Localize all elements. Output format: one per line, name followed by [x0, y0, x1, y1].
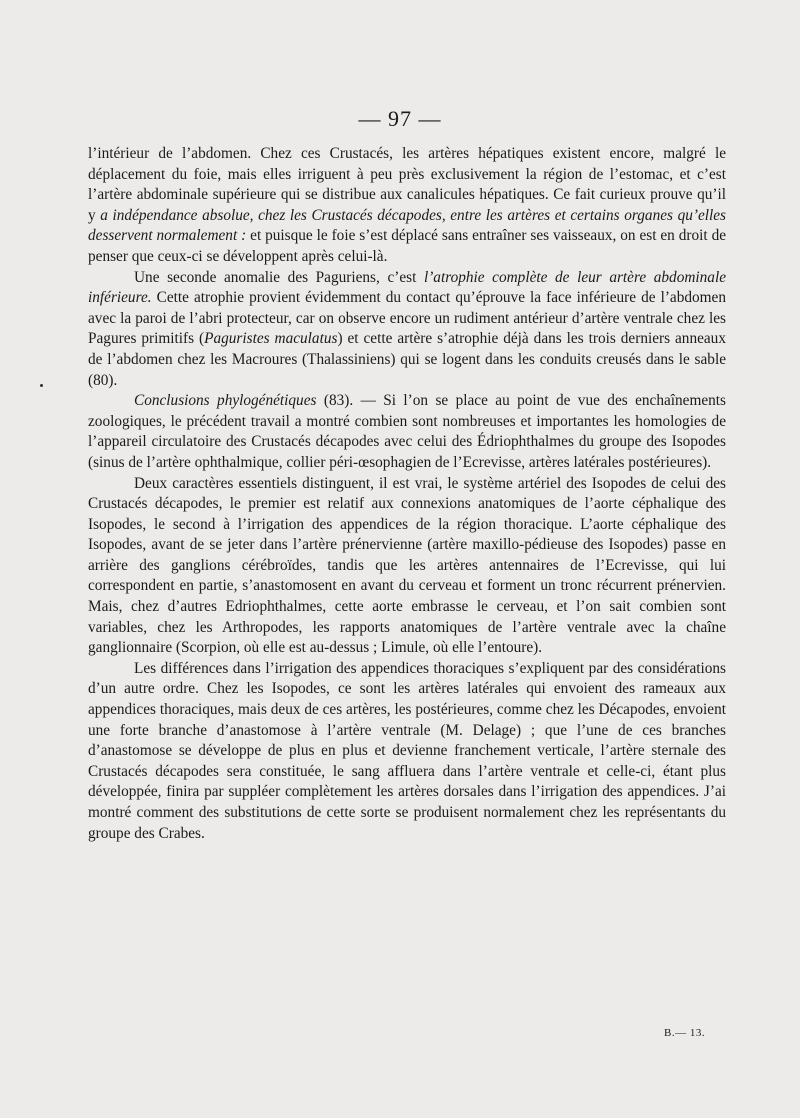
- body-text: [88, 144, 726, 844]
- italic-run: l’atrophie complète de leur artère abdominale inférieure.: [88, 268, 726, 307]
- paragraph: [88, 391, 726, 473]
- text-run: Une seconde anomalie des Paguriens, c’est: [134, 268, 424, 286]
- paragraph: [88, 144, 726, 268]
- italic-run: a indépendance absolue, chez les Crustacés décapodes, entre les artères et certains organes qu’elles desservent normalement :: [88, 206, 726, 245]
- page-number: — 97 —: [358, 106, 442, 131]
- paragraph: [88, 474, 726, 659]
- italic-run: Paguristes maculatus: [204, 330, 338, 348]
- paragraph: [88, 659, 726, 844]
- text-run: l’intérieur de l’abdomen. Chez ces Crustacés, les artères hépatiques existent encore, malgré le déplacement du foie, mais elles irriguent à peu près exclusivement la région de l’estomac, et c’est l’artère abdominale supérieure qui se distribue aux canalicules hépatiques. Ce fait curieux prouve qu’il y: [88, 145, 726, 224]
- paragraph: [88, 268, 726, 392]
- text-run: Cette atrophie provient évidemment du contact qu’éprouve la face inférieure de l’abdomen avec la paroi de l’abri protecteur, car on observe encore un rudiment antérieur d’artère ventrale chez les Pagures primitifs (: [88, 289, 726, 348]
- italic-run: Conclusions phylogénétiques: [134, 392, 317, 410]
- print-speck: [40, 384, 43, 387]
- text-run: Les différences dans l’irrigation des appendices thoraciques s’expliquent par des considérations d’un autre ordre. Chez les Isopodes, ce sont les artères latérales qui envoient des rameaux aux appendices thoraciques, mais deux de ces artères, les postérieures, comme chez les Décapodes, envoient une forte branche d’anastomose à l’artère ventrale (M. Delage) ; que l’une de ces branches d’anastomose se développe de plus en plus et devienne franchement verticale, l’artère sternale des Crustacés décapodes sera constituée, le sang affluera dans l’artère ventrale et celle-ci, étant plus développée, finira par suppléer complètement les artères dorsales dans l’irrigation des appendices. J’ai montré comment des substitutions de cette sorte se produisent normalement chez les représentants du groupe des Crabes.: [88, 659, 726, 842]
- text-run: (83). — Si l’on se place au point de vue des enchaînements zoologiques, le précédent travail a montré combien sont nombreuses et importantes les homologies de l’appareil circulatoire des Crustacés décapodes avec celui des Édriophthalmes du groupe des Isopodes (sinus de l’artère ophthalmique, collier péri-œsophagien de l’Ecrevisse, artères latérales postérieures).: [88, 392, 726, 471]
- printer-signature: B.— 13.: [664, 1027, 706, 1039]
- text-run: ) et cette artère s’atrophie déjà dans les trois derniers anneaux de l’abdomen chez les Macroures (Thalassiniens) qui se logent dans les conduits creusés dans le sable (80).: [88, 330, 726, 389]
- text-run: et puisque le foie s’est déplacé sans entraîner ses vaisseaux, on est en droit de penser que ceux-ci se développent après celui-là.: [88, 227, 727, 265]
- text-run: Deux caractères essentiels distinguent, il est vrai, le système artériel des Isopodes de celui des Crustacés décapodes, le premier est relatif aux connexions anatomiques de l’aorte céphalique des Isopodes, le second à l’irrigation des appendices de la région thoracique. L’aorte céphalique des Isopodes, avant de se jeter dans l’artère prénervienne (artère maxillo-pédieuse des Isopodes) passe en arrière des ganglions cérébroïdes, tandis que les artères antennaires de l’Ecrevisse, qui lui correspondent en partie, s’anastomosent en avant du cerveau et forment un tronc récurrent prénervien. Mais, chez d’autres Edriophthalmes, cette aorte embrasse le cerveau, et l’on sait combien sont variables, chez les Arthropodes, les rapports anatomiques de l’artère ventrale avec la chaîne ganglionnaire (Scorpion, où elle est au-dessus ; Limule, où elle l’entoure).: [88, 474, 726, 657]
